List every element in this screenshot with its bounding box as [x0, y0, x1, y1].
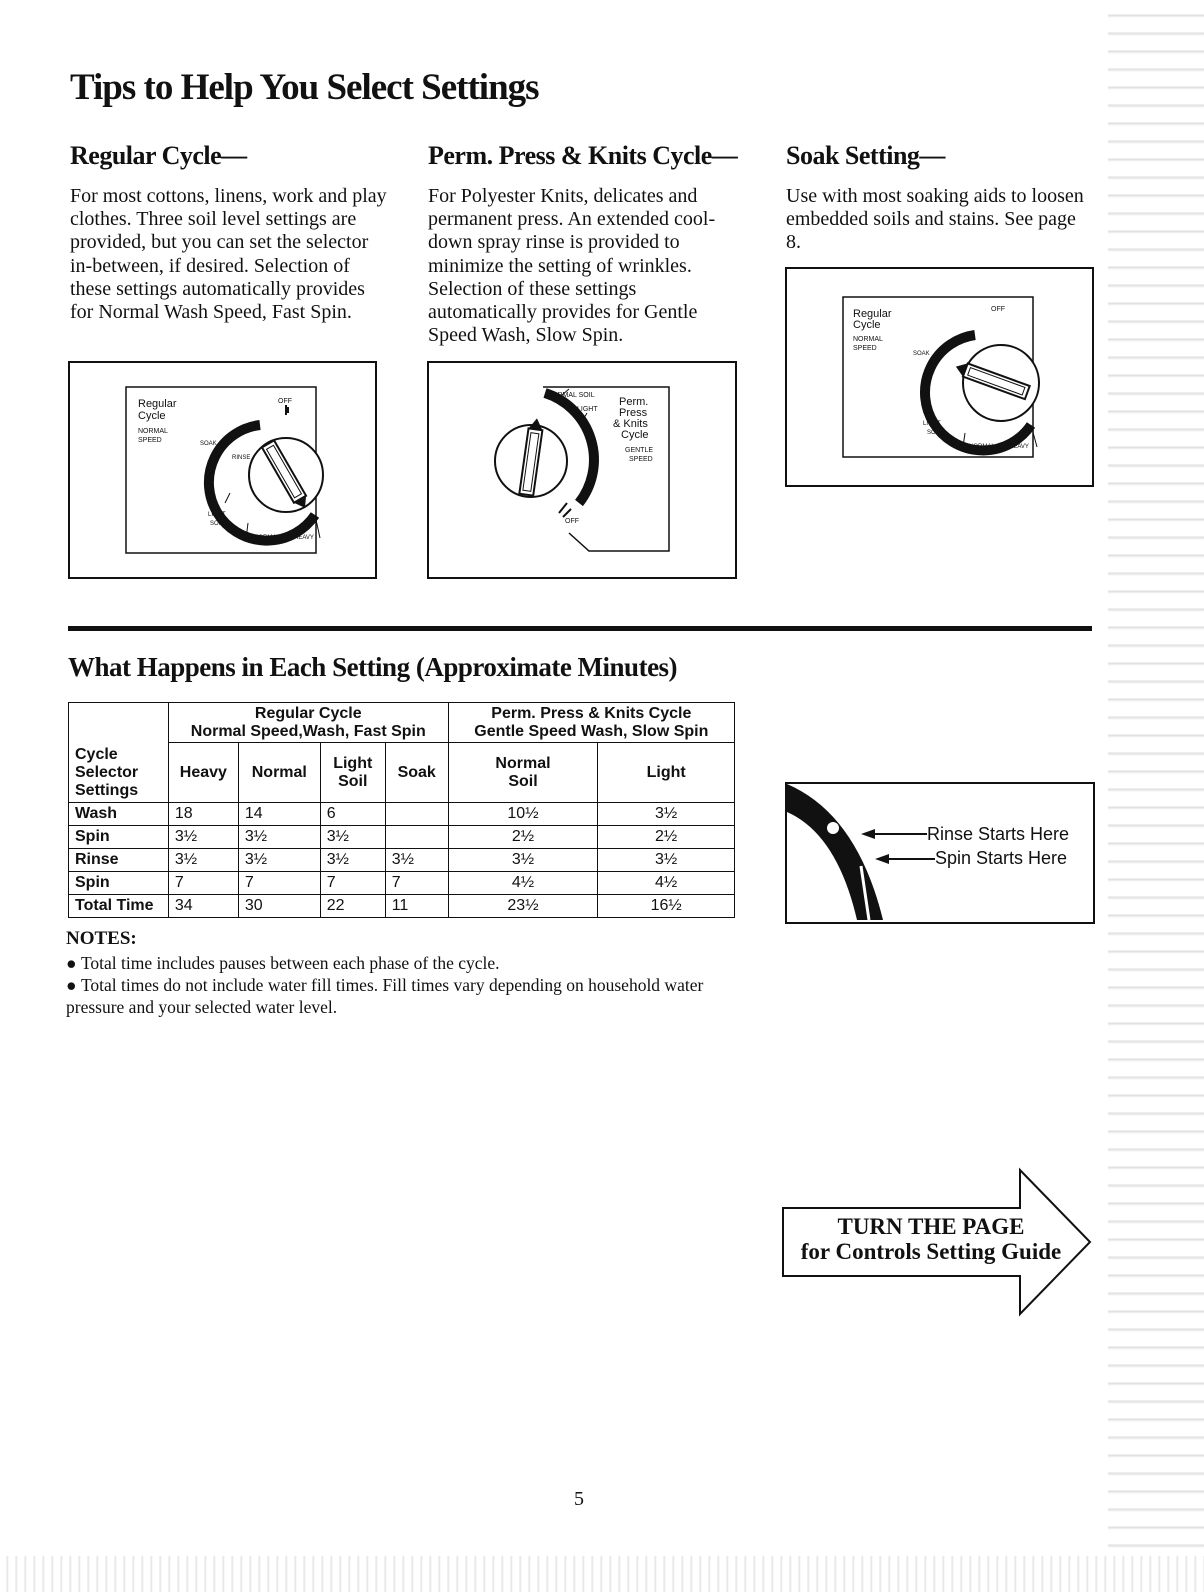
- rinse-starts-label: Rinse Starts Here: [927, 824, 1070, 844]
- turn-page-label: TURN THE PAGE for Controls Setting Guide: [800, 1214, 1062, 1264]
- dial-soak-normal: NORMAL: [969, 444, 995, 450]
- dial-perm-name1: Perm.: [619, 396, 649, 408]
- dial-perm-normal-soil: NORMAL SOIL: [547, 392, 595, 399]
- table-row: Wash 18 14 6 10½ 3½: [69, 803, 735, 826]
- dial-soak-heavy: HEAVY: [1009, 444, 1029, 450]
- dial-regular-name2: Cycle: [138, 410, 166, 422]
- dial-regular-soak: SOAK: [200, 441, 217, 447]
- soak-dial-illustration: [785, 267, 1094, 487]
- dial-regular-speed1: NORMAL: [138, 428, 168, 435]
- dial-regular-rinse: RINSE: [232, 455, 251, 461]
- dial-perm-off: OFF: [565, 518, 579, 525]
- dial-ring-segment: [787, 784, 883, 920]
- section-title: What Happens in Each Setting (Approximate Minutes): [68, 652, 678, 682]
- scan-bottom-artifact: [0, 1556, 1204, 1592]
- table-header-light: Light: [598, 743, 735, 803]
- table-header-soak: Soak: [385, 743, 448, 803]
- dial-soak-speed2: SPEED: [853, 345, 877, 352]
- rinse-spin-legend: [785, 782, 1095, 924]
- table-header-selector: Cycle Selector Settings: [69, 743, 169, 803]
- dial-regular-soil: SOIL: [210, 521, 224, 527]
- table-header-normal: Normal: [238, 743, 320, 803]
- table-row: Spin 3½ 3½ 3½ 2½ 2½: [69, 826, 735, 849]
- regular-cycle-heading: Regular Cycle—: [70, 141, 247, 170]
- dial-soak-light: LIGHT: [923, 421, 941, 427]
- dial-regular-heavy: HEAVY: [294, 535, 314, 541]
- table-row: Total Time 34 30 22 11 23½ 16½: [69, 895, 735, 918]
- note-item: ● Total time includes pauses between each phase of the cycle.: [66, 953, 500, 973]
- table-row: Rinse 3½ 3½ 3½ 3½ 3½ 3½: [69, 849, 735, 872]
- page-number: 5: [574, 1488, 584, 1510]
- notes: [66, 928, 746, 1018]
- perm-press-text: For Polyester Knits, delicates and permanent press. An extended cool-down spray rinse is provided to minimize the setting of wrinkles. Selection of these settings automatically provides for Gentle Speed Wash, Slow Spin.: [428, 185, 716, 347]
- scan-edge-artifact: [1108, 0, 1204, 1592]
- dial-regular-speed2: SPEED: [138, 437, 162, 444]
- soak-setting-heading: Soak Setting—: [786, 141, 945, 170]
- table-group-perm: Perm. Press & Knits Cycle Gentle Speed Wash, Slow Spin: [448, 703, 734, 743]
- dial-soak-soak: SOAK: [913, 351, 930, 357]
- note-item: ● Total times do not include water fill times. Fill times vary depending on household water pressure and your selected water level.: [66, 975, 704, 1017]
- spin-starts-label: Spin Starts Here: [935, 848, 1068, 868]
- dial-perm-speed2: SPEED: [629, 456, 653, 463]
- bullet-icon: ●: [66, 953, 81, 973]
- section-divider: [68, 626, 1092, 631]
- dial-soak-soil: SOIL: [927, 430, 941, 436]
- rinse-marker-icon: [827, 822, 839, 834]
- bullet-icon: ●: [66, 975, 81, 995]
- dial-perm-name4: Cycle: [621, 429, 649, 441]
- table-header-heavy: Heavy: [168, 743, 238, 803]
- dial-soak-name2: Cycle: [853, 319, 881, 331]
- dial-soak-off: OFF: [991, 306, 1005, 313]
- dial-regular-light: LIGHT: [208, 512, 226, 518]
- dial-regular-name1: Regular: [138, 398, 177, 410]
- regular-cycle-text: For most cottons, linens, work and play clothes. Three soil level settings are provided, but you can set the selector in-between, if desired. Selection of these settings automatically provides for Normal Wash Speed, Fast Spin.: [70, 185, 387, 324]
- dial-soak-speed1: NORMAL: [853, 336, 883, 343]
- dial-perm-name3: & Knits: [613, 418, 648, 430]
- perm-press-heading: Perm. Press & Knits Cycle—: [428, 141, 738, 170]
- dial-soak-name1: Regular: [853, 308, 892, 320]
- table-row: Spin 7 7 7 7 4½ 4½: [69, 872, 735, 895]
- soak-setting-text: Use with most soaking aids to loosen embedded soils and stains. See page 8.: [786, 185, 1084, 254]
- page-title: Tips to Help You Select Settings: [70, 67, 539, 108]
- cycle-times-table: [68, 702, 735, 918]
- dial-regular-normal: NORMAL: [254, 535, 280, 541]
- table-header-normal-soil: Normal Soil: [448, 743, 598, 803]
- table-header-light-soil: Light Soil: [320, 743, 385, 803]
- dial-perm-speed1: GENTLE: [625, 447, 654, 454]
- dial-perm-light: LIGHT: [577, 406, 598, 413]
- dial-regular-off: OFF: [278, 398, 292, 405]
- notes-heading: NOTES:: [66, 928, 137, 949]
- perm-press-dial-illustration: [427, 361, 737, 579]
- table-group-regular: Regular Cycle Normal Speed,Wash, Fast Spin: [168, 703, 448, 743]
- dial-perm-name2: Press: [619, 407, 648, 419]
- regular-cycle-dial-illustration: [68, 361, 377, 579]
